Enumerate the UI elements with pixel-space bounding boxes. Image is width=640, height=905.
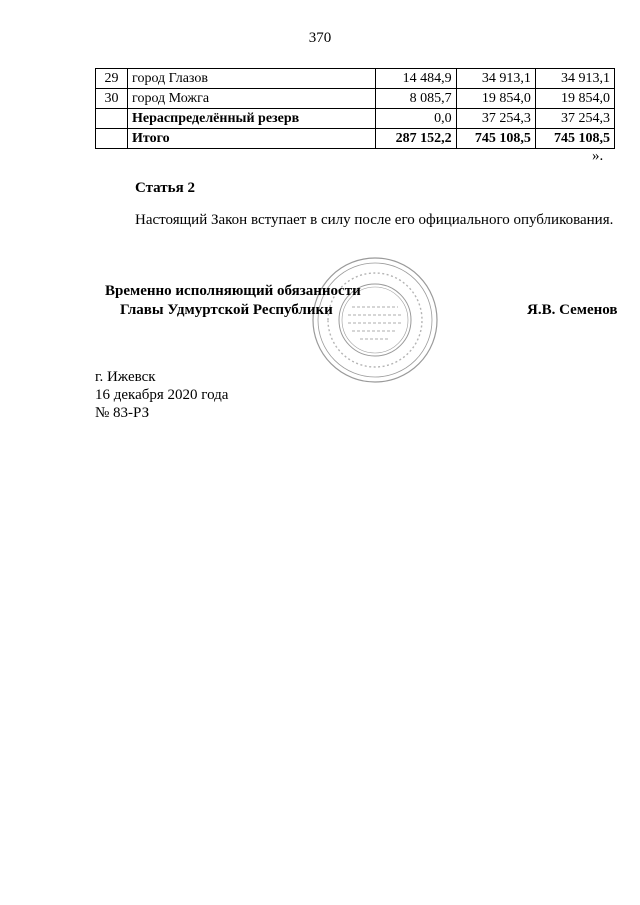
page-number: 370 [308,30,332,46]
row-name: Итого [128,129,375,149]
row-value-3: 34 913,1 [535,69,614,89]
law-date: 16 декабря 2020 года [95,387,229,403]
row-value-3: 19 854,0 [535,89,614,109]
signatory-name: Я.В. Семенов [527,302,618,318]
article-title: Статья 2 [135,180,195,196]
signatory-title-line1: Временно исполняющий обязанности [105,283,361,299]
row-number: 29 [96,69,128,89]
budget-table [95,68,615,149]
law-number: № 83-РЗ [95,405,150,421]
row-name: Нераспределённый резерв [128,109,375,129]
row-value-1: 287 152,2 [375,129,456,149]
table-row [96,109,615,129]
row-value-1: 14 484,9 [375,69,456,89]
table-row [96,89,615,109]
row-value-2: 37 254,3 [456,109,535,129]
row-value-3: 745 108,5 [535,129,614,149]
row-value-2: 745 108,5 [456,129,535,149]
row-number: 30 [96,89,128,109]
row-number [96,109,128,129]
row-value-2: 34 913,1 [456,69,535,89]
city: г. Ижевск [95,369,156,385]
article-text: Настоящий Закон вступает в силу после его официального опубликования. [135,212,614,228]
signatory-title-line2: Главы Удмуртской Республики [120,302,333,318]
table-row [96,69,615,89]
table-row-total [96,129,615,149]
row-value-1: 8 085,7 [375,89,456,109]
row-value-1: 0,0 [375,109,456,129]
place-date-block [95,368,228,422]
official-seal-stamp [310,255,440,385]
row-name: город Глазов [128,69,375,89]
row-name: город Можга [128,89,375,109]
row-number [96,129,128,149]
closing-quote: ». [592,148,604,164]
row-value-2: 19 854,0 [456,89,535,109]
row-value-3: 37 254,3 [535,109,614,129]
